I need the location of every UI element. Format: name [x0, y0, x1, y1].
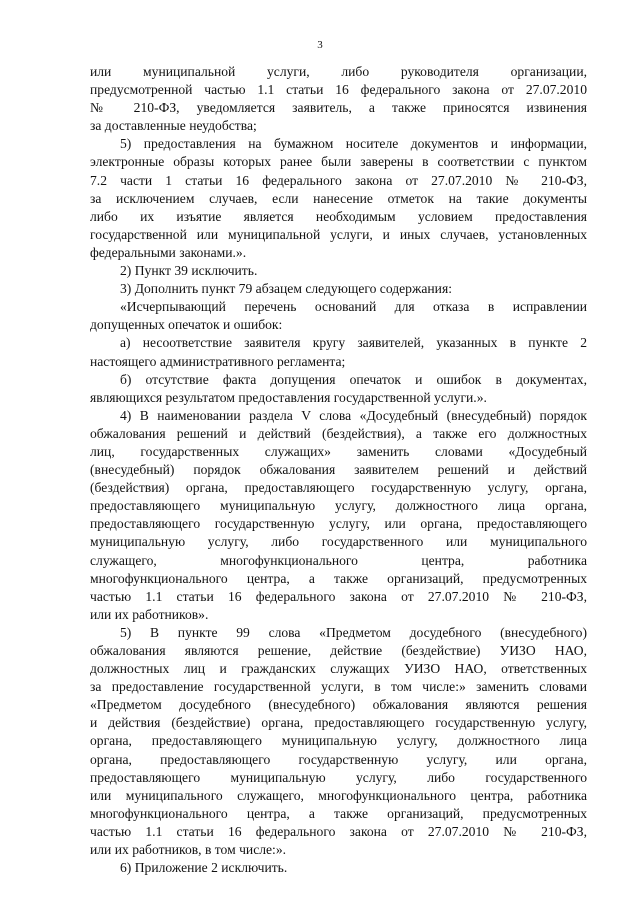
- text-line: за доставленные неудобства;: [90, 118, 257, 134]
- text-line: и действия (бездействие) органа, предоставляющего государственную услугу,: [90, 715, 587, 731]
- paragraph-first-line: 5) предоставления на бумажном носителе документов и информации,: [120, 136, 587, 152]
- text-line: обжалования решений и действий (бездействия), а также его должностных: [90, 425, 587, 441]
- paragraph-first-line: 5) В пункте 99 слова «Предметом досудебного (внесудебного): [120, 624, 587, 640]
- text-line: предусмотренной частью 1.1 статьи 16 федерального закона от 27.07.2010: [90, 82, 587, 98]
- paragraph-first-line: «Исчерпывающий перечень оснований для отказа в исправлении: [120, 299, 587, 315]
- paragraph-first-line: 6) Приложение 2 исключить.: [120, 860, 288, 876]
- text-line: многофункционального центра, а также организаций, предусмотренных: [90, 570, 587, 586]
- paragraph-first-line: б) отсутствие факта допущения опечаток и ошибок в документах,: [120, 371, 587, 387]
- text-line: предоставляющего муниципальную услугу, должностного лица органа,: [90, 498, 587, 514]
- text-line: или их работников».: [90, 606, 209, 622]
- text-line: являющихся результатом предоставления государственной услуги.».: [90, 389, 487, 405]
- text-line: лиц, государственных служащих» заменить словами «Досудебный: [90, 443, 587, 459]
- text-line: органа, предоставляющего муниципальную услугу, должностного лица: [90, 733, 587, 749]
- page-number: 3: [317, 39, 323, 51]
- paragraph-first-line: 3) Дополнить пункт 79 абзацем следующего содержания:: [120, 281, 452, 297]
- text-line: или муниципальной услуги, либо руководителя организации,: [90, 64, 587, 79]
- text-line: «Предметом досудебного (внесудебного) обжалования являются решения: [90, 697, 587, 713]
- text-line: (внесудебный) порядок обжалования заявителем решений и действий: [90, 462, 587, 478]
- paragraph-first-line: 2) Пункт 39 исключить.: [120, 263, 258, 279]
- text-line: органа, предоставляющего государственную услугу, или органа,: [90, 751, 587, 767]
- text-line: допущенных опечаток и ошибок:: [90, 317, 283, 333]
- text-line: частью 1.1 статьи 16 федерального закона от 27.07.2010 № 210-ФЗ,: [90, 823, 587, 839]
- text-line: должностных лиц и гражданских служащих УИЗО НАО, ответственных: [90, 661, 587, 677]
- text-line: или муниципального служащего, многофункционального центра, работника: [90, 787, 587, 803]
- text-line: обжалования являются решение, действие (бездействие) УИЗО НАО,: [90, 643, 587, 658]
- text-line: за исключением случаев, если нанесение отметок на такие документы: [90, 190, 587, 206]
- text-line: или их работников, в том числе:».: [90, 842, 287, 858]
- text-line: предоставляющего государственную услугу, или органа, предоставляющего: [90, 516, 587, 532]
- text-line: за предоставление государственной услуги, в том числе:» заменить словами: [90, 679, 587, 695]
- text-line: многофункционального центра, а также организаций, предусмотренных: [90, 805, 587, 821]
- text-line: частью 1.1 статьи 16 федерального закона от 27.07.2010 № 210-ФЗ,: [90, 588, 587, 604]
- document-body: [90, 63, 587, 877]
- text-line: либо их изъятие является необходимым условием предоставления: [90, 208, 587, 224]
- text-line: электронные образы которых ранее были заверены в соответствии с пунктом: [90, 154, 587, 170]
- paragraph-first-line: а) несоответствие заявителя кругу заявителей, указанных в пункте 2: [120, 335, 587, 351]
- text-line: (бездействия) органа, предоставляющего государственную услугу, органа,: [90, 480, 587, 496]
- text-line: федеральными законами.».: [90, 244, 247, 260]
- text-line: № 210-ФЗ, уведомляется заявитель, а также приносятся извинения: [90, 100, 587, 116]
- text-line: муниципальную услугу, либо государственного или муниципального: [90, 534, 587, 550]
- text-line: 7.2 части 1 статьи 16 федерального закона от 27.07.2010 № 210-ФЗ,: [90, 172, 587, 188]
- text-line: государственной или муниципальной услуги, и иных случаев, установленных: [90, 226, 587, 242]
- text-line: служащего, многофункционального центра, работника: [90, 552, 587, 568]
- text-line: настоящего административного регламента;: [90, 353, 346, 369]
- paragraph-first-line: 4) В наименовании раздела V слова «Досудебный (внесудебный) порядок: [120, 407, 587, 423]
- text-line: предоставляющего муниципальную услугу, либо государственного: [90, 769, 587, 785]
